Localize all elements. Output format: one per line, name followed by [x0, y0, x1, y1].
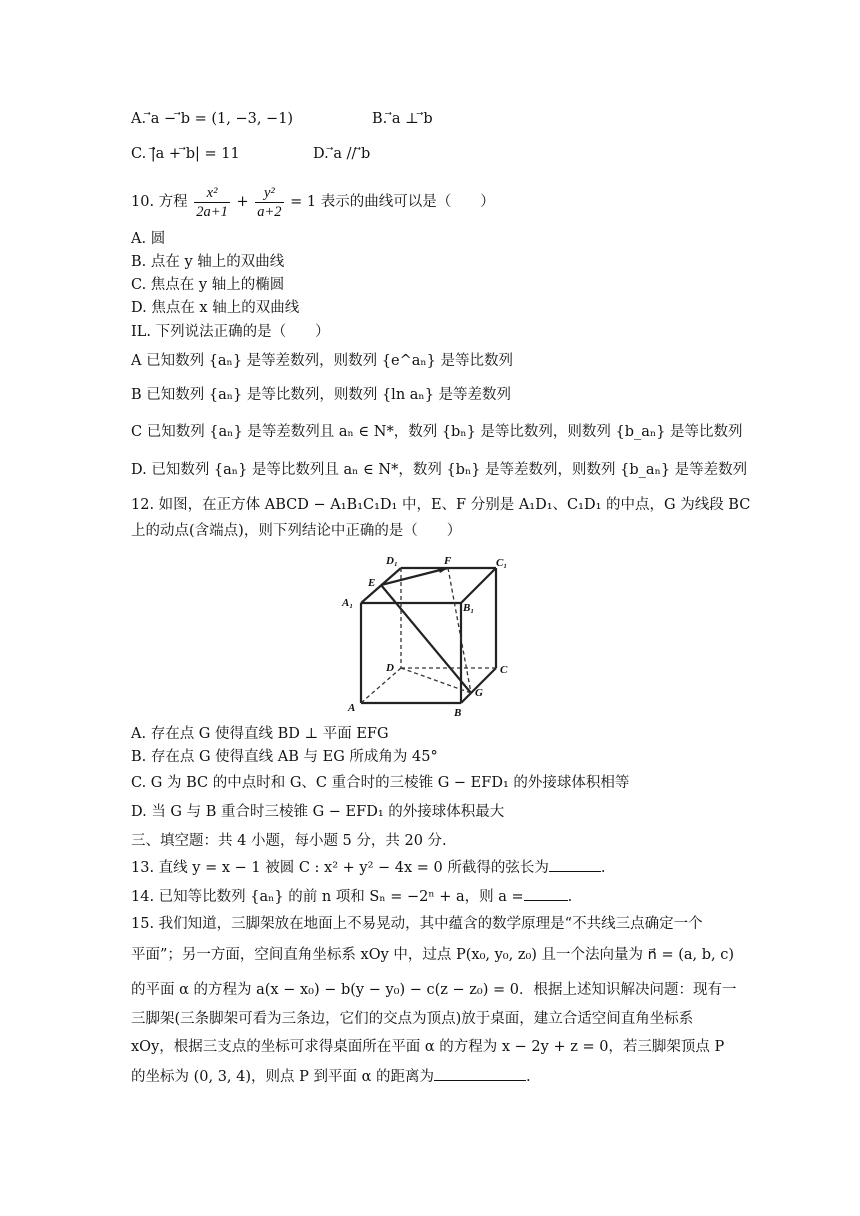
label-e: E — [368, 577, 376, 589]
q10-option-d: D. 焦点在 x 轴上的双曲线 — [131, 300, 300, 316]
label-d1: D₁ — [386, 555, 398, 567]
label-b: B — [454, 707, 462, 718]
q13 — [131, 857, 605, 879]
label-c1: C₁ — [496, 557, 508, 569]
q13-text: 13. 直线 y = x − 1 被圆 C : x² + y² − 4x = 0 所截得的弦长为 — [131, 860, 549, 876]
q12-option-b: B. 存在点 G 使得直线 AB 与 EG 所成角为 45° — [131, 749, 438, 765]
q14 — [131, 886, 572, 908]
q13-end: . — [600, 860, 606, 876]
label-a: A — [348, 702, 356, 714]
q10-stem — [131, 180, 495, 224]
label-c: C — [500, 664, 508, 676]
q10-option-b: B. 点在 y 轴上的双曲线 — [131, 254, 285, 270]
q10-plus: + — [236, 194, 249, 210]
q11-option-a: A 已知数列 {aₙ} 是等差数列，则数列 {e^aₙ} 是等比数列 — [131, 353, 513, 369]
q9-option-c: C. |⃗a + ⃗b| = 11 — [131, 146, 240, 162]
q12-option-c: C. G 为 BC 的中点时和 G、C 重合时的三棱锥 G − EFD₁ 的外接球体积相等 — [131, 775, 630, 791]
section-3-heading: 三、填空题：共 4 小题，每小题 5 分，共 20 分. — [131, 833, 447, 849]
q11-option-d: D. 已知数列 {aₙ} 是等比数列且 aₙ ∈ N*，数列 {bₙ} 是等差数列，则数列 {b_aₙ} 是等差数列 — [131, 462, 748, 478]
q15-end: . — [526, 1069, 531, 1085]
q13-answer-blank — [549, 857, 601, 872]
q10-frac1-num: x² — [194, 184, 230, 203]
q15-line5: xOy，根据三支点的坐标可求得桌面所在平面 α 的方程为 x − 2y + z = 0，若三脚架顶点 P — [131, 1039, 725, 1055]
label-d: D — [386, 662, 394, 674]
q14-end: . — [567, 889, 573, 905]
q10-option-c: C. 焦点在 y 轴上的椭圆 — [131, 277, 285, 293]
q9-option-a: A. ⃗a − ⃗b = (1, −3, −1) — [131, 111, 294, 127]
q9-option-b: B. ⃗a ⊥ ⃗b — [372, 111, 433, 127]
q15-answer-blank — [434, 1066, 526, 1081]
q15-line4: 三脚架(三条脚架可看为三条边，它们的交点为顶点)放于桌面，建立合适空间直角坐标系 — [131, 1011, 694, 1027]
q12-option-a: A. 存在点 G 使得直线 BD ⊥ 平面 EFG — [131, 726, 389, 742]
arrow-marker — [437, 567, 448, 573]
cube-solid-edges — [361, 568, 496, 703]
q10-frac2-num: y² — [255, 184, 283, 203]
q15-line2: 平面”；另一方面，空间直角坐标系 xOy 中，过点 P(x₀, y₀, z₀) 且一个法向量为 n⃗ = (a, b, c) — [131, 947, 735, 963]
q12-option-d: D. 当 G 与 B 重合时三棱锥 G − EFD₁ 的外接球体积最大 — [131, 804, 505, 820]
q15-line6 — [131, 1066, 531, 1088]
q15-line6-text: 的坐标为 (0, 3, 4)，则点 P 到平面 α 的距离为 — [131, 1069, 435, 1085]
q10-suffix: = 1 表示的曲线可以是（ ） — [290, 194, 495, 210]
q15-line1: 15. 我们知道，三脚架放在地面上不易晃动，其中蕴含的数学原理是“不共线三点确定一个 — [131, 916, 703, 932]
q11-option-c: C 已知数列 {aₙ} 是等差数列且 aₙ ∈ N*，数列 {bₙ} 是等比数列，则数列 {b_aₙ} 是等比数列 — [131, 424, 743, 440]
q10-frac1-den: 2a+1 — [196, 203, 228, 220]
cube-figure — [336, 548, 516, 718]
q9-option-d: D. ⃗a // ⃗b — [313, 146, 371, 162]
q15-line3: 的平面 α 的方程为 a(x − x₀) − b(y − y₀) − c(z − z₀) = 0．根据上述知识解决问题：现有一 — [131, 982, 737, 998]
label-b1: B₁ — [463, 602, 475, 614]
label-f: F — [444, 555, 452, 567]
q12-stem-line2: 上的动点(含端点)，则下列结论中正确的是（ ） — [131, 523, 462, 539]
label-a1: A₁ — [342, 597, 354, 609]
q10-frac2-den: a+2 — [257, 203, 282, 220]
q10-fraction-1 — [194, 184, 230, 221]
q14-answer-blank — [524, 886, 568, 901]
q10-fraction-2 — [255, 184, 283, 221]
q12-stem-line1: 12. 如图，在正方体 ABCD − A₁B₁C₁D₁ 中，E、F 分别是 A₁D₁、C₁D₁ 的中点，G 为线段 BC — [131, 497, 751, 513]
q11-stem: IL. 下列说法正确的是（ ） — [131, 324, 330, 340]
q10-prefix: 10. 方程 — [131, 194, 188, 210]
label-g: G — [475, 687, 483, 699]
q10-option-a: A. 圆 — [131, 231, 166, 247]
q14-text: 14. 已知等比数列 {aₙ} 的前 n 项和 Sₙ = −2ⁿ + a，则 a = — [131, 889, 524, 905]
q11-option-b: B 已知数列 {aₙ} 是等比数列，则数列 {ln aₙ} 是等差数列 — [131, 387, 512, 403]
